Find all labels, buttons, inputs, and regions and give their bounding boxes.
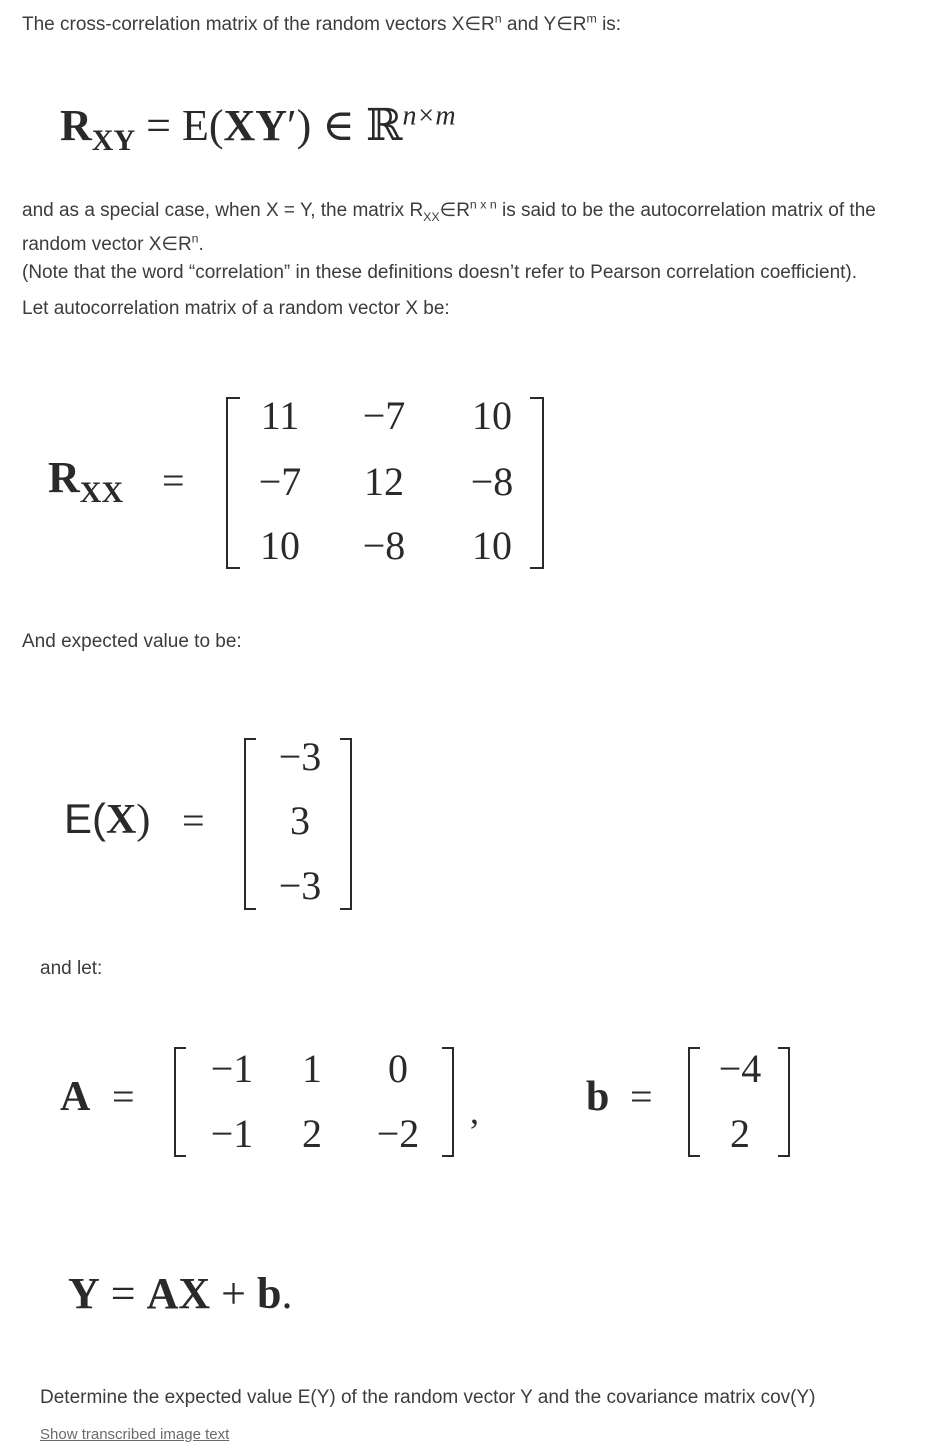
b-right-bracket	[778, 1047, 790, 1157]
intro-text-b: and Y	[501, 14, 557, 35]
superscript-m: m	[586, 11, 597, 26]
a-cell: 2	[302, 1111, 322, 1156]
rxx-cell: −7	[258, 459, 302, 504]
ex-left-bracket	[244, 738, 256, 910]
y-b: b	[257, 1269, 282, 1318]
a-cell: 0	[388, 1046, 408, 1091]
expected-text: And expected value to be:	[22, 631, 242, 652]
rxy-superscript: n×m	[402, 100, 456, 132]
para-line-2	[22, 232, 204, 258]
rxx-subscript: XX	[79, 475, 124, 509]
rxx-label	[48, 452, 124, 509]
a-comma: ,	[470, 1091, 479, 1131]
para-l2-end: .	[198, 234, 204, 255]
ex-label	[64, 795, 150, 844]
ex-equals: =	[182, 798, 205, 843]
ex-X: X	[106, 797, 137, 843]
b-left-bracket	[688, 1047, 700, 1157]
rxy-subscript: XY	[91, 123, 136, 157]
rxx-R: R	[48, 453, 80, 502]
ex-right-bracket	[340, 738, 352, 910]
and-let-text: and let:	[40, 958, 103, 979]
a-label: A	[60, 1074, 91, 1120]
para-l2: random vector X∈R	[22, 234, 192, 255]
ex-close: )	[136, 797, 151, 843]
para-l1-sup: n x n	[469, 197, 497, 212]
a-cell: −1	[210, 1046, 254, 1091]
para-l2-sup: n	[191, 231, 199, 246]
rxy-equals-E: = E(	[135, 101, 224, 150]
a-equals: =	[112, 1074, 135, 1119]
y-eq: =	[99, 1269, 147, 1318]
superscript-n: n	[494, 11, 502, 26]
y-dot: .	[281, 1269, 293, 1318]
rxx-cell: 12	[364, 459, 404, 504]
element-of-symbol: ∈	[464, 14, 481, 35]
ex-cell: 3	[290, 798, 310, 843]
b-cell: −4	[718, 1046, 762, 1091]
a-right-bracket	[442, 1047, 454, 1157]
real-symbol: R	[481, 14, 495, 35]
para-l1-sub: XX	[423, 209, 440, 224]
a-left-bracket	[174, 1047, 186, 1157]
intro-line	[22, 12, 621, 38]
rxx-equals: =	[162, 458, 185, 503]
b-label: b	[586, 1074, 610, 1120]
rxx-cell: −8	[362, 523, 406, 568]
para-line-1	[22, 198, 876, 224]
ex-cell: −3	[278, 863, 322, 908]
b-cell: 2	[730, 1111, 750, 1156]
rxy-R: R	[60, 101, 92, 150]
rxy-formula	[60, 100, 456, 157]
show-transcribed-link[interactable]: Show transcribed image text	[40, 1426, 230, 1443]
a-cell: 1	[302, 1046, 322, 1091]
a-cell: −1	[210, 1111, 254, 1156]
real-symbol-2: R	[572, 14, 587, 35]
rxx-cell: −8	[470, 459, 514, 504]
rxy-in-R: ) ∈ ℝ	[296, 101, 403, 150]
intro-text-c: is:	[596, 14, 622, 35]
a-cell: −2	[376, 1111, 420, 1156]
b-equals: =	[630, 1074, 653, 1119]
rxx-cell: 10	[260, 523, 300, 568]
ex-cell: −3	[278, 734, 322, 779]
para-l1-in: ∈R	[439, 200, 470, 221]
rxx-cell: 11	[260, 393, 300, 438]
intro-text-a: The cross-correlation matrix of the random vectors X	[22, 14, 465, 35]
rxx-cell: 10	[472, 523, 512, 568]
y-AX: AX	[146, 1269, 211, 1318]
rxx-cell: −7	[362, 393, 406, 438]
y-plus: +	[210, 1269, 257, 1318]
para-l1-b: is said to be the autocorrelation matrix of the	[496, 200, 876, 221]
ex-E: E(	[64, 795, 106, 842]
question-text: Determine the expected value E(Y) of the random vector Y and the covariance matrix cov(Y)	[40, 1387, 816, 1408]
rxx-cell: 10	[472, 393, 512, 438]
y-equation	[68, 1268, 292, 1319]
para-line-4: Let autocorrelation matrix of a random vector X be:	[22, 298, 450, 319]
element-of-symbol-2: ∈	[556, 14, 573, 35]
y-Y: Y	[68, 1269, 100, 1318]
rxy-prime: ′	[287, 101, 297, 150]
para-l1-a: and as a special case, when X = Y, the matrix R	[22, 200, 424, 221]
para-line-3: (Note that the word “correlation” in these definitions doesn’t refer to Pearson correlation coefficient).	[22, 262, 858, 283]
rxy-XY: XY	[223, 101, 288, 150]
